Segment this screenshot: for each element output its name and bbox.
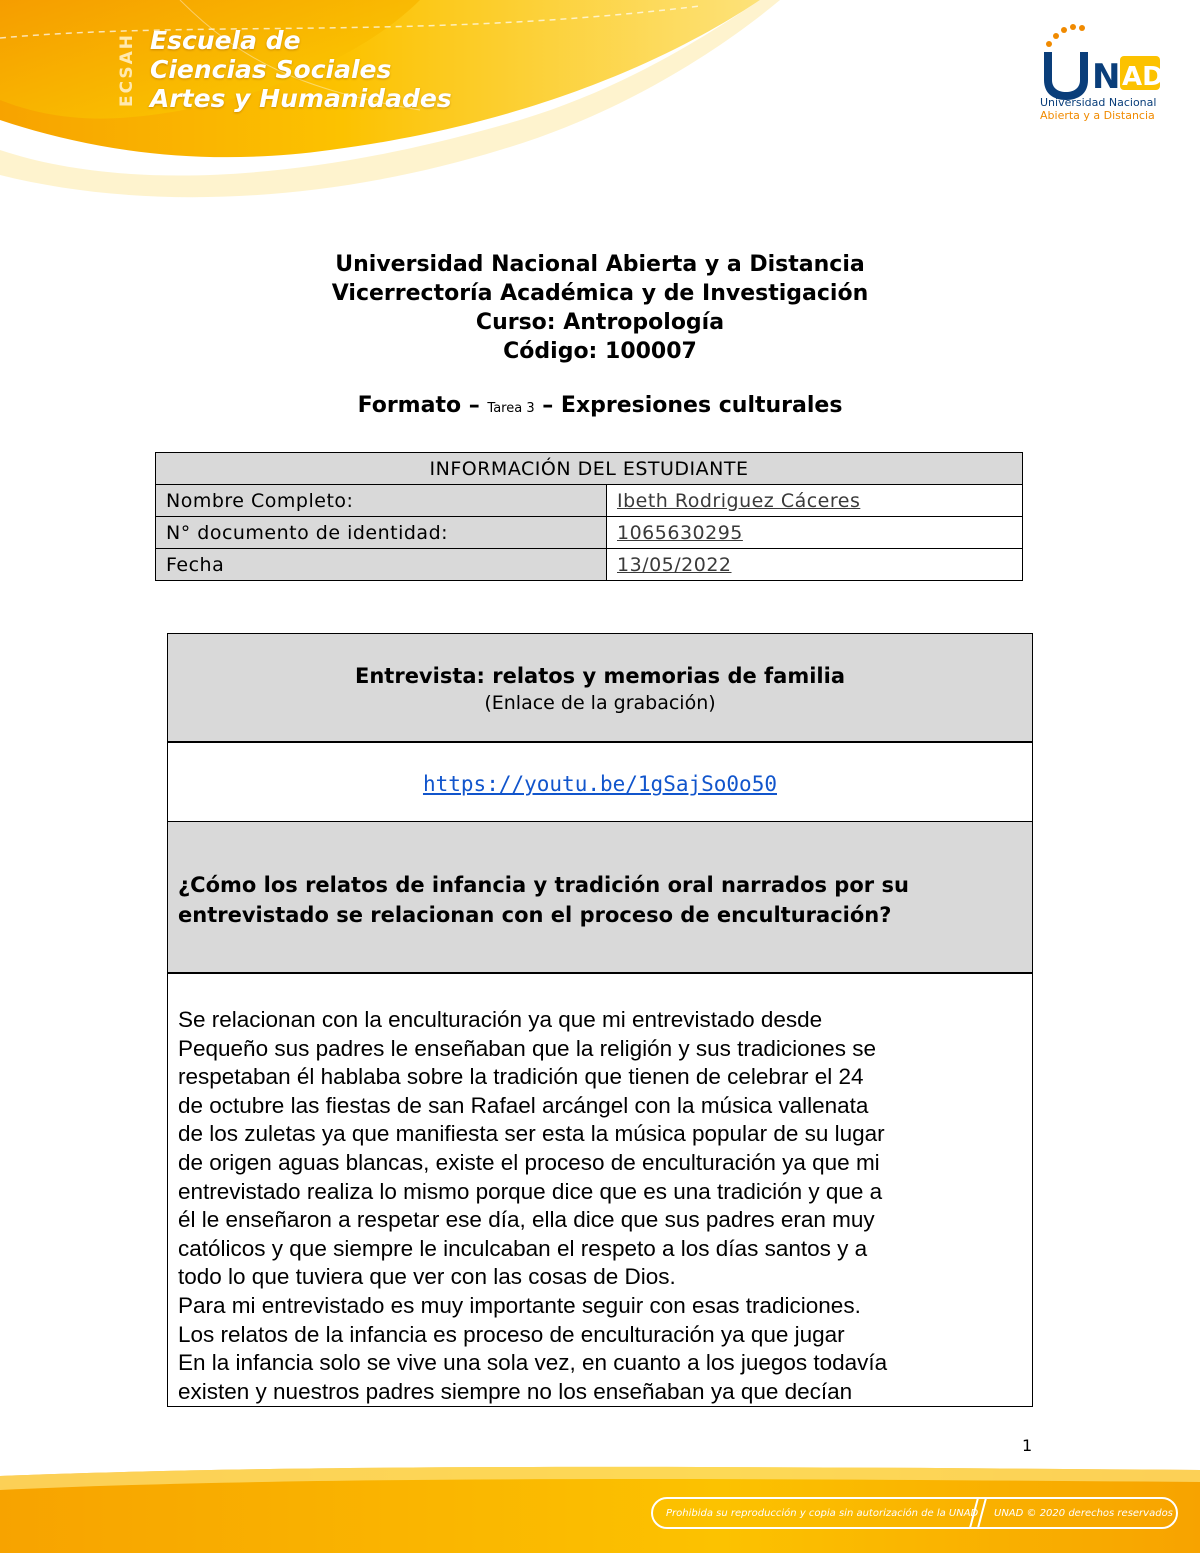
student-info-table (155, 452, 1023, 581)
label-date: Fecha (156, 549, 607, 581)
answer-line: de origen aguas blancas, existe el proceso de enculturación ya que mi (178, 1149, 880, 1175)
format-prefix: Formato – (357, 393, 488, 418)
answer-line: En la infancia solo se vive una sola vez, en cuanto a los juegos todavía (178, 1350, 888, 1376)
student-info-heading: INFORMACIÓN DEL ESTUDIANTE (156, 453, 1023, 485)
value-full-name: Ibeth Rodriguez Cáceres (607, 485, 1023, 517)
table-row (156, 549, 1023, 581)
answer-line: de los zuletas ya que manifiesta ser esta la música popular de su lugar (178, 1121, 885, 1147)
answer-line: Pequeño sus padres le enseñaban que la religión y sus tradiciones se (178, 1035, 876, 1061)
interview-title: Entrevista: relatos y memorias de familia (355, 664, 845, 688)
answer-line: Los relatos de la infancia es proceso de enculturación ya que jugar (178, 1321, 845, 1347)
answer-line: de octubre las fiestas de san Rafael arcángel con la música vallenata (178, 1092, 869, 1118)
title-code: Código: 100007 (503, 339, 697, 364)
label-full-name: Nombre Completo: (156, 485, 607, 517)
answer-line: existen y nuestros padres siempre no los enseñaban ya que decían (178, 1378, 853, 1404)
footer-banner (0, 1440, 1200, 1553)
school-line-3: Artes y Humanidades (150, 84, 452, 113)
table-row (156, 517, 1023, 549)
table-row (156, 485, 1023, 517)
answer-line: católicos y que siempre le inculcaban el respeto a los días santos y a (178, 1235, 868, 1261)
question-text: ¿Cómo los relatos de infancia y tradición oral narrados por su entrevistado se relacionan con el proceso de enculturación? (178, 873, 909, 927)
label-id-number: N° documento de identidad: (156, 517, 607, 549)
footer-notice-right: UNAD © 2020 derechos reservados (994, 1508, 1173, 1519)
question-cell (167, 821, 1033, 974)
value-date: 13/05/2022 (607, 549, 1023, 581)
format-suffix: – Expresiones culturales (534, 393, 843, 418)
document-title (0, 250, 1200, 366)
school-name (150, 26, 452, 113)
title-course: Curso: Antropología (475, 310, 725, 335)
page-number: 1 (1022, 1436, 1033, 1455)
school-line-1: Escuela de (150, 26, 301, 55)
recording-link-cell (167, 741, 1033, 823)
value-id-number: 1065630295 (607, 517, 1023, 549)
logo-caption-line-1: Universidad Nacional (1040, 96, 1157, 109)
interview-subtitle: (Enlace de la grabación) (484, 692, 716, 714)
title-vicerrectoria: Vicerrectoría Académica y de Investigación (331, 281, 869, 306)
title-university: Universidad Nacional Abierta y a Distancia (335, 252, 865, 277)
format-heading (0, 393, 1200, 418)
footer-notice-left: Prohibida su reproducción y copia sin autorización de la UNAD (666, 1508, 979, 1519)
table-header-row (156, 453, 1023, 485)
answer-line: respetaban él hablaba sobre la tradición que tienen de celebrar el 24 (178, 1064, 864, 1090)
answer-line: Se relacionan con la enculturación ya que mi entrevistado desde (178, 1007, 823, 1032)
svg-text:AD: AD (1122, 62, 1164, 92)
svg-text:N: N (1092, 57, 1121, 97)
answer-text (178, 1006, 1026, 1406)
logo-caption-line-2: Abierta y a Distancia (1040, 109, 1155, 122)
interview-title-cell (167, 633, 1033, 743)
answer-cell (167, 972, 1033, 1407)
logo-caption (1040, 96, 1156, 122)
answer-line: todo lo que tuviera que ver con las cosas de Dios. (178, 1264, 676, 1290)
school-line-2: Ciencias Sociales (150, 55, 392, 84)
answer-line: entrevistado realiza lo mismo porque dice que es una tradición y que a (178, 1178, 883, 1204)
recording-link[interactable]: https://youtu.be/1gSajSo0o50 (422, 772, 777, 796)
answer-line: él le enseñaron a respetar ese día, ella dice que sus padres eran muy (178, 1207, 875, 1233)
school-vertical-label: ECSAH (117, 32, 137, 108)
format-task: Tarea 3 (487, 401, 535, 416)
answer-line: Para mi entrevistado es muy importante seguir con esas tradiciones. (178, 1292, 861, 1318)
